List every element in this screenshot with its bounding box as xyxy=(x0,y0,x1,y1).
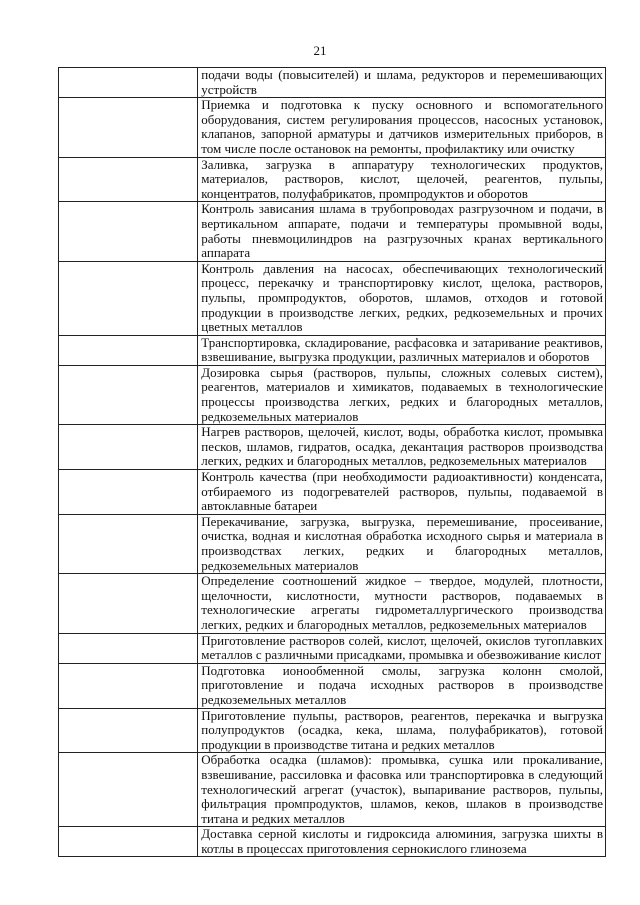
left-column-cell xyxy=(59,753,198,827)
labor-function-text: Подготовка ионообменной смолы, загрузка колонн смолой, приготовление и подача исходных растворов в производстве редкоземельных металлов xyxy=(201,662,603,707)
labor-function-text: Контроль зависания шлама в трубопроводах разгрузочном и подачи, в вертикальном аппарате, подачи и температуры промывной воды, работы пневмоцилиндров на разгрузочных кранах вертикального аппарата xyxy=(201,201,603,261)
labor-function-cell xyxy=(198,365,606,424)
table-row xyxy=(59,574,606,633)
labor-function-text: Определение соотношений жидкое – твердое, модулей, плотности, щелочности, кислотности, мутности растворов, подаваемых в технологические агрегаты гидрометаллургического производства легких, редких и благородных металлов, редкоземельных материалов xyxy=(201,573,603,632)
table-row xyxy=(59,753,606,827)
labor-function-cell xyxy=(198,470,606,515)
table-row xyxy=(59,202,606,261)
left-column-cell xyxy=(59,827,198,857)
left-column-cell xyxy=(59,68,198,98)
labor-function-text: Приготовление пульпы, растворов, реагентов, перекачка и выгрузка полупродуктов (осадка, кека, шлама, полуфабрикатов), готовой продукции в производстве титана и редких металлов xyxy=(201,707,603,752)
labor-function-cell xyxy=(198,98,606,157)
table-row xyxy=(59,663,606,708)
labor-function-text: Заливка, загрузка в аппаратуру технологических продуктов, материалов, растворов, кислот, щелочей, реагентов, пульпы, концентратов, полуфабрикатов, промпродуктов и оборотов xyxy=(201,156,603,201)
table-row xyxy=(59,514,606,573)
left-column-cell xyxy=(59,470,198,515)
left-column-cell xyxy=(59,708,198,753)
left-column-cell xyxy=(59,365,198,424)
table-row xyxy=(59,470,606,515)
labor-function-cell xyxy=(198,335,606,365)
labor-function-text: подачи воды (повысителей) и шлама, редукторов и перемешивающих устройств xyxy=(201,67,603,97)
labor-function-cell xyxy=(198,68,606,98)
table-row xyxy=(59,261,606,335)
table-row xyxy=(59,425,606,470)
left-column-cell xyxy=(59,335,198,365)
table-row xyxy=(59,633,606,663)
left-column-cell xyxy=(59,574,198,633)
labor-function-cell xyxy=(198,753,606,827)
labor-function-text: Приемка и подготовка к пуску основного и вспомогательного оборудования, систем регулирования процессов, насосных установок, клапанов, запорной арматуры и датчиков измерительных приборов, в том числе после остановок на ремонты, профилактику или очистку xyxy=(201,97,603,156)
labor-function-cell xyxy=(198,202,606,261)
labor-function-cell xyxy=(198,633,606,663)
table-body xyxy=(59,68,606,857)
left-column-cell xyxy=(59,157,198,202)
labor-function-text: Нагрев растворов, щелочей, кислот, воды, обработка кислот, промывка песков, шламов, гидратов, осадка, декантация растворов производства легких, редких и благородных металлов, редкоземельных материалов xyxy=(201,424,603,469)
labor-function-cell xyxy=(198,514,606,573)
labor-function-text: Контроль качества (при необходимости радиоактивности) конденсата, отбираемого из подогревателей растворов, пульпы, подаваемой в автоклавные батареи xyxy=(201,469,603,514)
page-number: 21 xyxy=(313,43,327,58)
left-column-cell xyxy=(59,425,198,470)
table-row xyxy=(59,365,606,424)
labor-function-cell xyxy=(198,261,606,335)
left-column-cell xyxy=(59,98,198,157)
table-row xyxy=(59,827,606,857)
labor-function-text: Доставка серной кислоты и гидроксида алюминия, загрузка шихты в котлы в процессах приготовления сернокислого глинозема xyxy=(201,826,603,856)
labor-function-text: Перекачивание, загрузка, выгрузка, перемешивание, просеивание, очистка, водная и кислотная обработка исходного сырья и материала в производствах легких, редких и благородных металлов, редкоземельных материалов xyxy=(201,513,603,573)
labor-function-cell xyxy=(198,663,606,708)
labor-function-cell xyxy=(198,708,606,753)
labor-function-text: Обработка осадка (шламов): промывка, сушка или прокаливание, взвешивание, рассиловка и фасовка или транспортировка в следующий технологический агрегат (участок), выпаривание растворов, пульпы, фильтрация промпродуктов, шламов, кеков, шлаков в производстве титана и редких металлов xyxy=(201,752,603,826)
left-column-cell xyxy=(59,202,198,261)
table-row xyxy=(59,708,606,753)
left-column-cell xyxy=(59,514,198,573)
left-column-cell xyxy=(59,663,198,708)
left-column-cell xyxy=(59,261,198,335)
table-row xyxy=(59,98,606,157)
labor-function-text: Приготовление растворов солей, кислот, щелочей, окислов тугоплавких металлов с различными присадками, промывка и обезвоживание кислот xyxy=(201,632,603,663)
table-row xyxy=(59,335,606,365)
labor-function-text: Дозировка сырья (растворов, пульпы, сложных солевых систем), реагентов, материалов и химикатов, подаваемых в технологические процессы производства легких, редких и благородных металлов, редкоземельных материалов xyxy=(201,364,603,424)
left-column-cell xyxy=(59,633,198,663)
labor-function-text: Транспортировка, складирование, расфасовка и затаривание реактивов, взвешивание, выгрузка продукции, различных материалов и оборотов xyxy=(201,334,603,365)
labor-function-text: Контроль давления на насосах, обеспечивающих технологический процесс, перекачку и транспортировку кислот, щелока, растворов, пульпы, промпродуктов, оборотов, шламов, отходов и готовой продукции в производстве легких, редких, редкоземельных и прочих цветных металлов xyxy=(201,260,603,335)
labor-function-cell xyxy=(198,574,606,633)
labor-function-cell xyxy=(198,425,606,470)
table-row xyxy=(59,157,606,202)
table-row xyxy=(59,68,606,98)
work-functions-table xyxy=(58,67,606,857)
labor-function-cell xyxy=(198,827,606,857)
labor-function-cell xyxy=(198,157,606,202)
